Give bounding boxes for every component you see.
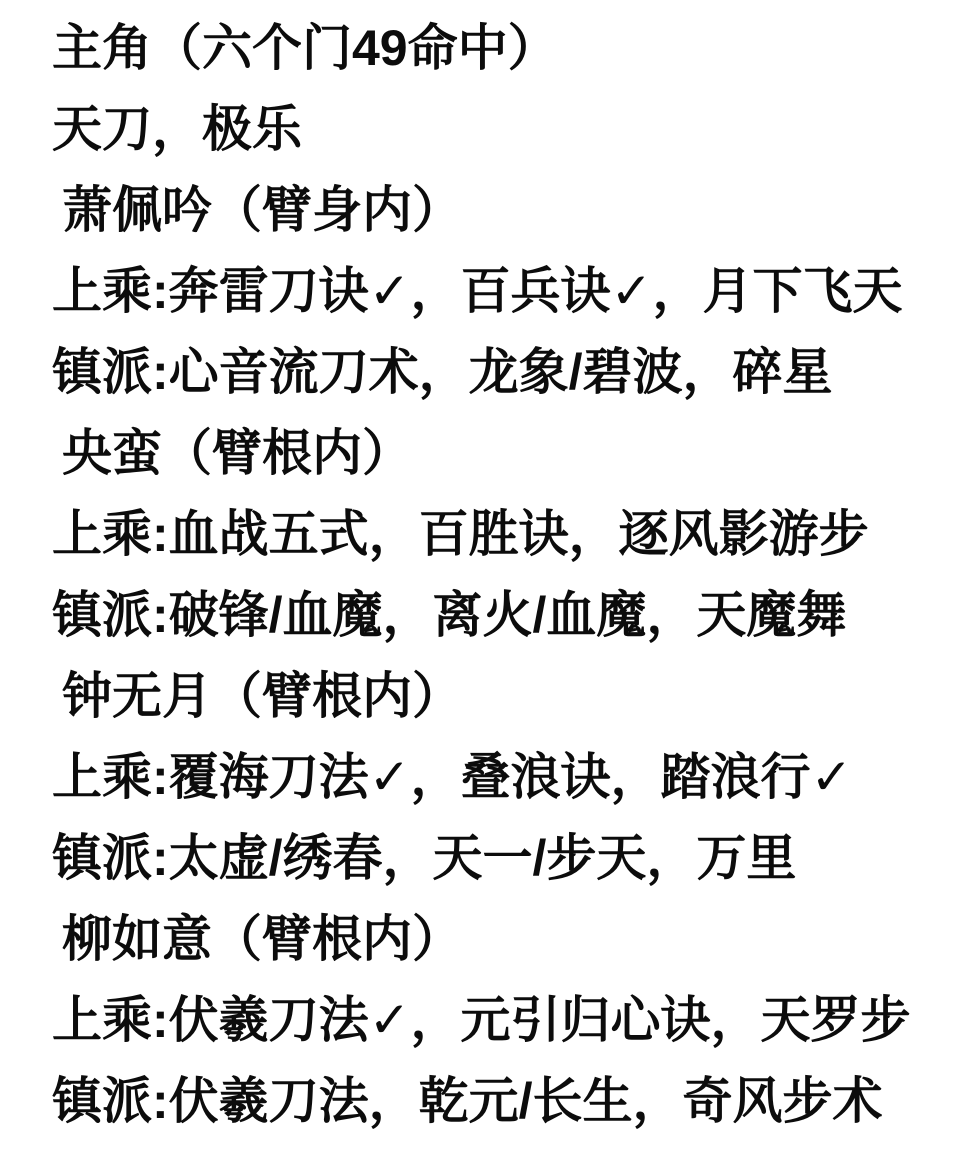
document-line-char-1-sect: 镇派:心音流刀术，龙象/碧波，碎星 — [52, 344, 833, 400]
document-line-char-3-top: 上乘:覆海刀法✓，叠浪诀，踏浪行✓ — [52, 749, 853, 805]
document-line-char-4-top: 上乘:伏羲刀法✓，元引归心诀，天罗步 — [52, 992, 911, 1048]
document-line-title: 主角（六个门49命中） — [52, 20, 558, 76]
document-line-char-2-sect: 镇派:破锋/血魔，离火/血魔，天魔舞 — [52, 587, 847, 643]
document-line-char-3-name: 钟无月（臂根内） — [62, 668, 462, 724]
document-line-sects: 天刀，极乐 — [52, 101, 302, 157]
document-line-char-1-top: 上乘:奔雷刀诀✓，百兵诀✓，月下飞天 — [52, 263, 903, 319]
document-line-char-2-top: 上乘:血战五式，百胜诀，逐风影游步 — [52, 506, 869, 562]
document-line-char-4-name: 柳如意（臂根内） — [62, 911, 462, 967]
document-line-char-2-name: 央蛮（臂根内） — [62, 425, 412, 481]
document-line-char-1-name: 萧佩吟（臂身内） — [62, 182, 462, 238]
document-line-char-3-sect: 镇派:太虚/绣春，天一/步天，万里 — [52, 830, 797, 886]
document-line-char-4-sect: 镇派:伏羲刀法，乾元/长生，奇风步术 — [52, 1073, 883, 1129]
